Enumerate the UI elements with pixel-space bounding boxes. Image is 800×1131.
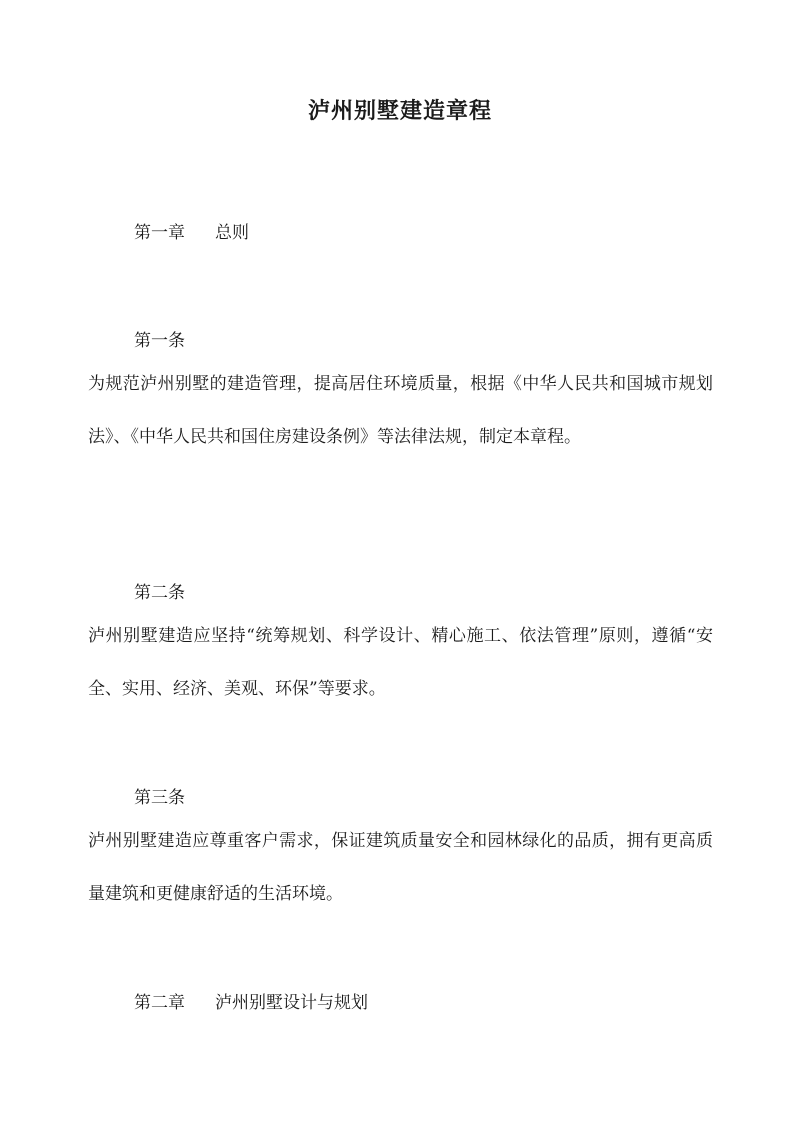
document-title: 泸州别墅建造章程 (307, 98, 492, 124)
chapter-2-heading (134, 988, 368, 1013)
article-1-label: 第一条 (134, 331, 185, 351)
article-2-label: 第二条 (134, 583, 185, 603)
chapter-1-name: 总则 (215, 223, 249, 243)
article-1-text: 为规范泸州别墅的建造管理，提高居住环境质量，根据《中华人民共和国城市规划法》、《中华人民共和国住房建设条例》等法律法规，制定本章程。 (88, 374, 713, 447)
chapter-2-number: 第二章 (134, 993, 185, 1013)
chapter-2-name: 泸州别墅设计与规划 (215, 993, 368, 1013)
chapter-1-number: 第一章 (134, 223, 185, 243)
article-3-label: 第三条 (134, 788, 185, 808)
chapter-1-heading (134, 218, 249, 243)
article-3-text: 泸州别墅建造应尊重客户需求，保证建筑质量安全和园林绿化的品质，拥有更高质量建筑和更健康舒适的生活环境。 (88, 831, 713, 904)
article-2-text: 泸州别墅建造应坚持“统筹规划、科学设计、精心施工、依法管理”原则，遵循“安全、实用、经济、美观、环保”等要求。 (88, 626, 713, 699)
